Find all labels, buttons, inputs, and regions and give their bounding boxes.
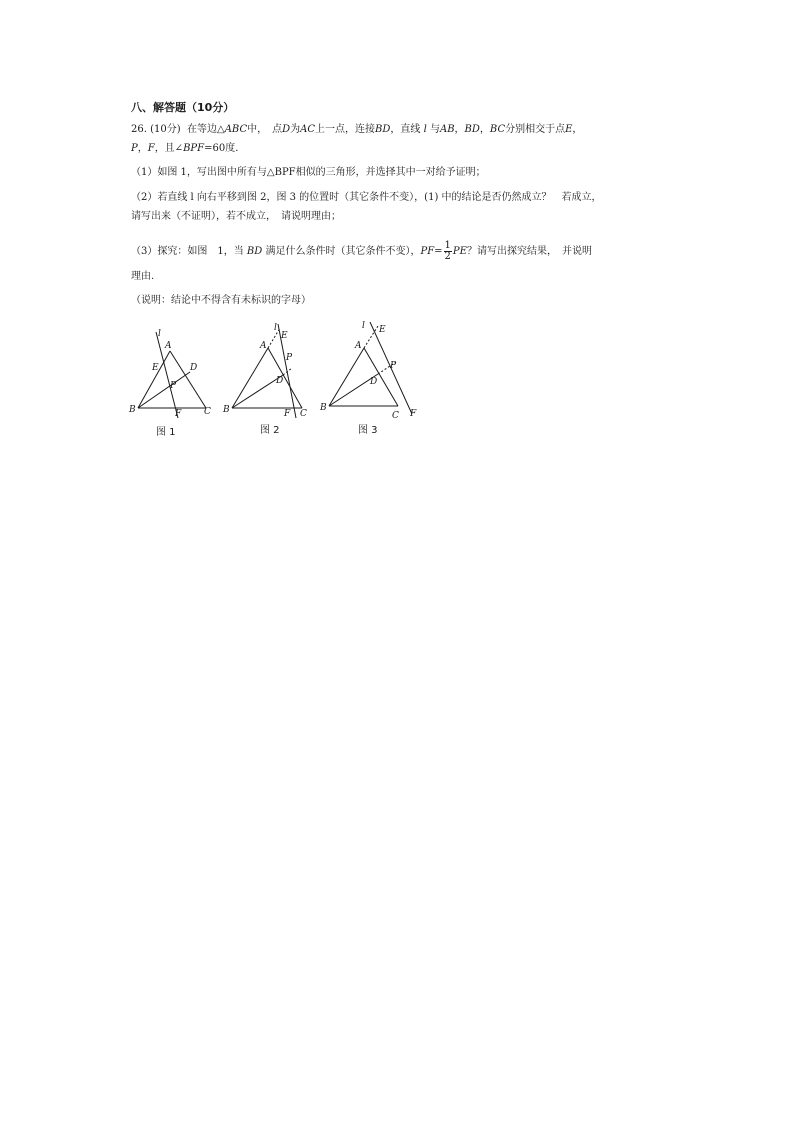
part-3-text: 满足什么条件时（其它条件不变）， — [265, 246, 421, 257]
var-pf: PF — [420, 246, 435, 257]
var-abc: ABC — [224, 124, 248, 135]
side-ab — [138, 351, 170, 408]
label-f: F — [284, 409, 291, 419]
intro-text: ， — [479, 124, 490, 135]
intro-text: ，且∠ — [154, 143, 184, 154]
intro-text: 为 — [290, 124, 301, 135]
var-bpf: BPF — [183, 143, 205, 154]
geometry-figures — [120, 318, 430, 443]
intro-text: 中， 点 — [247, 124, 283, 135]
segment-bd — [138, 372, 190, 408]
label-l: l — [362, 321, 365, 331]
label-e: E — [379, 325, 386, 335]
intro-text: =60度． — [204, 143, 246, 154]
label-f: F — [175, 409, 182, 419]
var-p: P — [131, 143, 138, 154]
fraction-numerator: 1 — [444, 240, 451, 251]
figure-3-labels — [319, 321, 417, 436]
var-ac: AC — [300, 124, 316, 135]
intro-text: ， — [137, 143, 148, 154]
label-e: E — [281, 331, 288, 341]
part-3-line-2: 理由. — [131, 271, 155, 282]
figure-3 — [329, 322, 412, 414]
question-score: (10分) — [150, 124, 181, 135]
label-l: l — [158, 329, 161, 339]
var-bd: BD — [375, 124, 391, 135]
label-a: A — [165, 341, 172, 351]
label-d: D — [190, 363, 198, 373]
intro-text: ， — [572, 124, 583, 135]
label-p: P — [390, 361, 397, 371]
label-l: l — [274, 323, 277, 333]
figure-2-caption: 图 2 — [260, 425, 280, 436]
fraction-denominator: 2 — [444, 251, 451, 262]
intro-text: ，直线 — [390, 124, 421, 135]
var-f: F — [147, 143, 155, 154]
label-b: B — [320, 403, 327, 413]
label-d: D — [370, 377, 378, 387]
part-3-text: ？请写出探究结果， 并说明 — [466, 246, 592, 257]
equals-sign: = — [434, 246, 443, 257]
var-bc: BC — [489, 124, 506, 135]
var-bd: BD — [246, 246, 263, 257]
var-d: D — [282, 124, 291, 135]
var-e: E — [565, 124, 573, 135]
question-line-1 — [131, 123, 582, 137]
side-ab — [329, 348, 364, 406]
side-ac — [268, 348, 302, 408]
label-d: D — [276, 376, 284, 386]
note: （说明：结论中不得含有未标识的字母） — [131, 295, 311, 306]
figure-1 — [138, 332, 206, 418]
figure-2-labels — [222, 323, 307, 436]
label-c: C — [300, 409, 307, 419]
side-ab — [232, 348, 268, 408]
part-1: （1）如图 1，写出图中所有与△BPF相似的三角形，并选择其中一对给予证明； — [131, 167, 486, 178]
intro-text: 与 — [429, 124, 440, 135]
label-b: B — [129, 405, 136, 415]
var-ab: AB — [439, 124, 455, 135]
var-pe: PE — [452, 246, 467, 257]
label-p: P — [286, 353, 293, 363]
var-l: l — [423, 124, 427, 135]
intro-text: 在等边△ — [186, 124, 225, 135]
label-p: P — [170, 381, 177, 391]
label-b: B — [223, 405, 230, 415]
label-c: C — [392, 411, 399, 421]
intro-text: 分别相交于点 — [505, 124, 566, 135]
figure-1-labels — [128, 329, 211, 438]
section-title: 八、解答题（10分） — [131, 101, 235, 114]
side-ab-extension — [364, 326, 378, 348]
fraction-one-half — [444, 241, 452, 262]
part-2-line-1: （2）若直线 l 向右平移到图 2，图 3 的位置时（其它条件不变），(1) 中的结论是否仍然成立？ 若成立， — [131, 192, 602, 203]
intro-text: 上一点，连接 — [315, 124, 376, 135]
label-c: C — [204, 407, 211, 417]
part-3-line-1 — [131, 241, 592, 262]
label-e: E — [152, 363, 159, 373]
intro-text: ， — [454, 124, 465, 135]
figure-1-caption: 图 1 — [156, 427, 176, 438]
var-bd2: BD — [464, 124, 480, 135]
label-f: F — [410, 409, 417, 419]
part-2-line-2: 请写出来（不证明），若不成立， 请说明理由； — [131, 211, 341, 222]
part-3-text: （3）探究：如图 1，当 — [131, 246, 244, 257]
side-ac — [170, 351, 206, 408]
question-line-2 — [131, 142, 245, 156]
label-a: A — [260, 341, 267, 351]
figure-3-caption: 图 3 — [358, 425, 378, 436]
figure-2 — [232, 324, 302, 418]
label-a: A — [355, 341, 362, 351]
question-number: 26. — [131, 124, 147, 135]
